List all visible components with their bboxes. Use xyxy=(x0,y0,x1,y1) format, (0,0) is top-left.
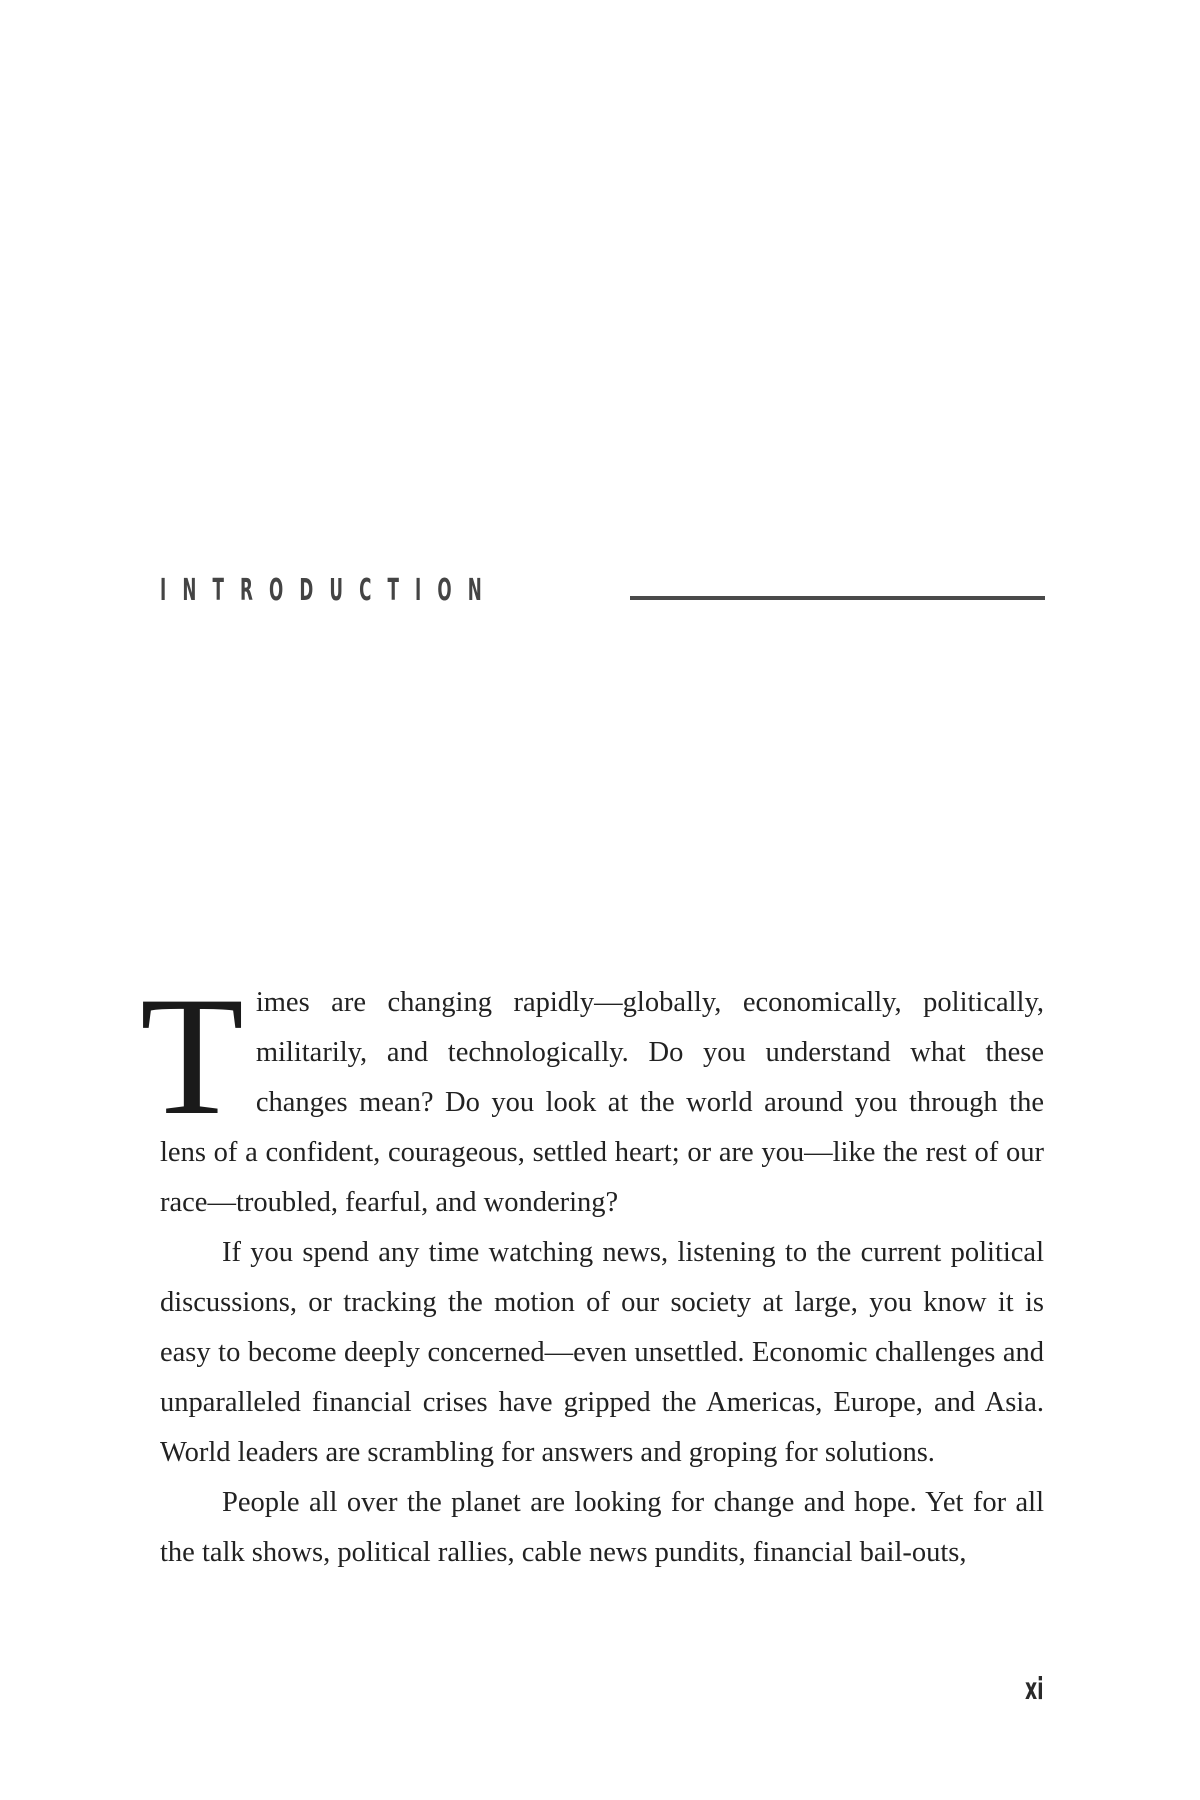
chapter-title: INTRODUCTION xyxy=(160,573,498,608)
paragraph-3: People all over the planet are looking for change and hope. Yet for all the talk shows, political rallies, cable news pundits, financial bail-outs, xyxy=(160,1487,1044,1568)
paragraph-2: If you spend any time watching news, listening to the current political discussions, or tracking the motion of our society at large, you know it is easy to become deeply concerned—even unsettled. Economic challenges and unparalleled financial crises have gripped the Americas, Europe, and Asia. World leaders are scrambling for answers and groping for solutions. xyxy=(160,1237,1044,1468)
page-number: xi xyxy=(1025,1672,1044,1707)
chapter-heading xyxy=(160,556,1045,606)
paragraph-1-text: imes are changing rapidly—globally, economically, politically, militarily, and technologically. Do you understand what these changes mean? Do you look at the world around you through the lens of a confident, courageous, settled heart; or are you—like the rest of our race—troubled, fearful, and wondering? xyxy=(160,987,1044,1218)
paragraph-1 xyxy=(140,962,1044,1228)
drop-cap: T xyxy=(140,962,244,1150)
body-text xyxy=(140,962,1044,1578)
heading-rule xyxy=(630,596,1045,600)
